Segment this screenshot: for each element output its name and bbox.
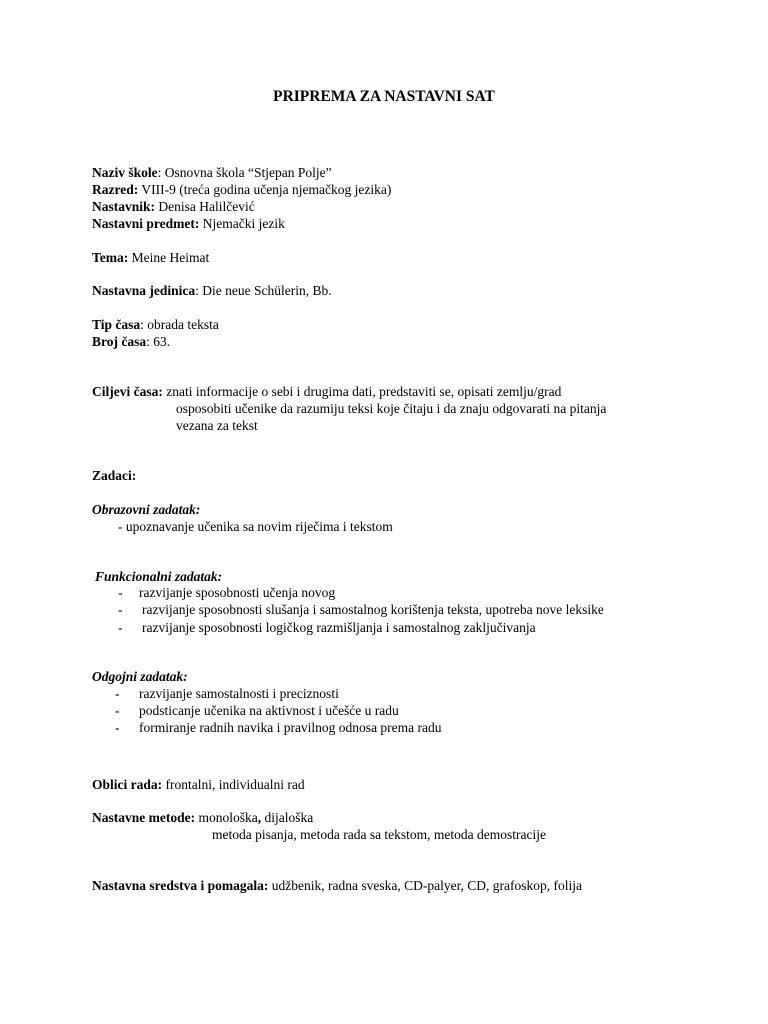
number-value: : 63. <box>146 334 171 349</box>
goals-text-1: znati informacije o sebi i drugima dati, predstaviti se, opisati zemlju/grad <box>162 384 562 399</box>
functional-task-item: razvijanje sposobnosti slušanja i samostalnog korištenja teksta, upotreba nove leksike <box>142 602 604 617</box>
list-dash: - <box>118 620 123 635</box>
type-value: : obrada teksta <box>140 317 219 332</box>
tasks-heading: Zadaci: <box>92 468 137 483</box>
upbringing-task-item: formiranje radnih navika i pravilnog odnosa prema radu <box>139 720 442 735</box>
work-forms-line <box>92 776 305 793</box>
subject-value: Njemački jezik <box>199 216 285 231</box>
school-label: Naziv škole <box>92 165 158 180</box>
goals-text-2: osposobiti učenike da razumiju teksi koje čitaju i da znaju odgovarati na pitanja <box>176 401 607 416</box>
list-dash: - <box>115 703 120 718</box>
grade-value: VIII-9 (treća godina učenja njemačkog jezika) <box>138 182 392 197</box>
teacher-line <box>92 198 255 215</box>
unit-label: Nastavna jedinica <box>92 283 196 298</box>
upbringing-task-label: Odgojni zadatak: <box>92 669 188 684</box>
functional-task-item: razvijanje sposobnosti učenja novog <box>139 585 336 600</box>
methods-value-b: dijaloška <box>261 810 314 825</box>
work-forms-value: frontalni, individualni rad <box>162 777 305 792</box>
subject-label: Nastavni predmet: <box>92 216 200 231</box>
educational-task-item: - upoznavanje učenika sa novim riječima i tekstom <box>118 519 393 534</box>
teacher-label: Nastavnik: <box>92 199 156 214</box>
theme-line <box>92 249 209 266</box>
theme-label: Tema: <box>92 250 129 265</box>
document-title: PRIPREMA ZA NASTAVNI SAT <box>273 88 495 105</box>
upbringing-task-item: razvijanje samostalnosti i preciznosti <box>139 686 339 701</box>
goals-text-3: vezana za tekst <box>176 418 258 433</box>
educational-task-label: Obrazovni zadatak: <box>92 502 201 517</box>
resources-label: Nastavna sredstva i pomagala: <box>92 878 269 893</box>
methods-label: Nastavne metode: <box>92 810 196 825</box>
unit-line <box>92 282 332 299</box>
list-dash: - <box>118 602 123 617</box>
goals-label: Ciljevi časa: <box>92 384 163 399</box>
functional-task-label: Funkcionalni zadatak: <box>95 569 223 584</box>
functional-task-item: razvijanje sposobnosti logičkog razmišljanja i samostalnog zaključivanja <box>142 620 536 635</box>
school-line <box>92 164 332 181</box>
list-dash: - <box>115 720 120 735</box>
list-dash: - <box>115 686 120 701</box>
resources-line <box>92 877 582 894</box>
teacher-value: Denisa Halilčević <box>155 199 255 214</box>
methods-line-1 <box>92 809 313 826</box>
work-forms-label: Oblici rada: <box>92 777 163 792</box>
methods-comma: , <box>257 810 262 825</box>
theme-value: Meine Heimat <box>128 250 210 265</box>
grade-label: Razred: <box>92 182 139 197</box>
unit-value: : Die neue Schülerin, Bb. <box>195 283 332 298</box>
number-line <box>92 333 170 350</box>
type-line <box>92 316 219 333</box>
list-dash: - <box>118 585 123 600</box>
school-value: : Osnovna škola “Stjepan Polje” <box>157 165 332 180</box>
grade-line <box>92 181 391 198</box>
methods-line-2: metoda pisanja, metoda rada sa tekstom, metoda demostracije <box>212 827 547 842</box>
resources-value: udžbenik, radna sveska, CD-palyer, CD, grafoskop, folija <box>268 878 583 893</box>
upbringing-task-item: podsticanje učenika na aktivnost i učešće u radu <box>139 703 399 718</box>
type-label: Tip časa <box>92 317 141 332</box>
goals-line-1 <box>92 383 561 400</box>
number-label: Broj časa <box>92 334 147 349</box>
methods-value-a: monološka <box>195 810 258 825</box>
subject-line <box>92 215 285 232</box>
